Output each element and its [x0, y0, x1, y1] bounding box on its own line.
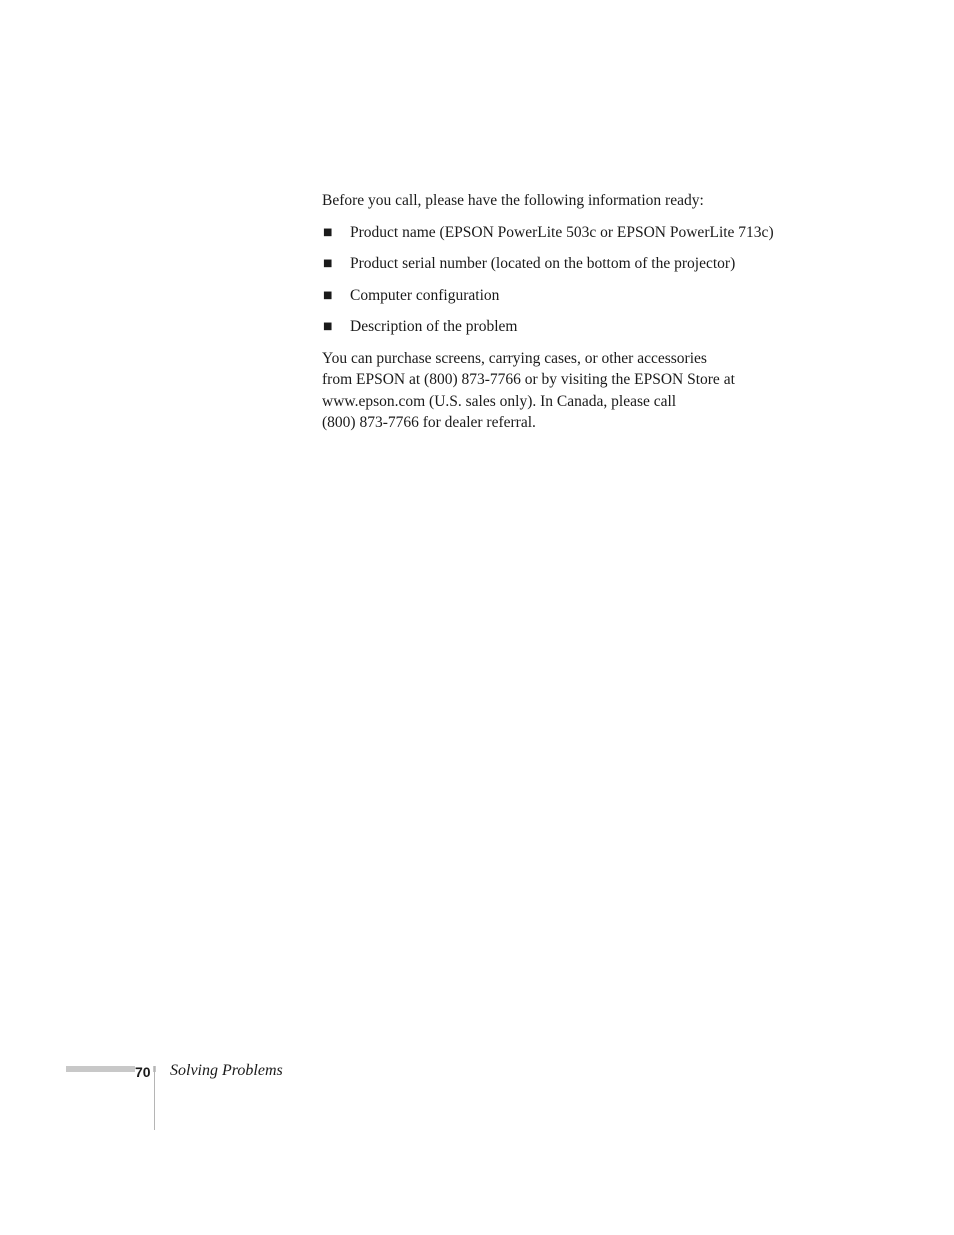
list-item-text: Product name (EPSON PowerLite 503c or EPSON PowerLite 713c)	[350, 223, 774, 241]
paragraph-line: (800) 873-7766 for dealer referral.	[322, 414, 536, 431]
page-number: 70	[135, 1064, 151, 1080]
square-bullet-icon: ■	[323, 226, 333, 238]
intro-paragraph: Before you call, please have the following information ready:	[322, 192, 704, 209]
accessories-paragraph	[322, 348, 782, 434]
list-item-text: Computer configuration	[350, 286, 500, 304]
paragraph-line: www.epson.com (U.S. sales only). In Canada, please call	[322, 392, 677, 410]
list-item	[322, 253, 782, 275]
list-item	[322, 222, 782, 244]
section-title: Solving Problems	[170, 1062, 283, 1079]
page-body	[322, 190, 782, 434]
square-bullet-icon: ■	[323, 258, 333, 269]
list-item	[322, 316, 782, 338]
list-item-text: Description of the problem	[350, 318, 518, 335]
square-bullet-icon: ■	[323, 321, 333, 332]
square-bullet-icon: ■	[323, 289, 333, 301]
info-checklist	[322, 222, 782, 338]
list-item-text: Product serial number (located on the bottom of the projector)	[350, 255, 736, 272]
paragraph-line: from EPSON at (800) 873-7766 or by visiting the EPSON Store at	[322, 371, 735, 388]
footer-divider	[154, 1066, 155, 1130]
paragraph-line: You can purchase screens, carrying cases, or other accessories	[322, 349, 707, 367]
list-item	[322, 285, 782, 307]
